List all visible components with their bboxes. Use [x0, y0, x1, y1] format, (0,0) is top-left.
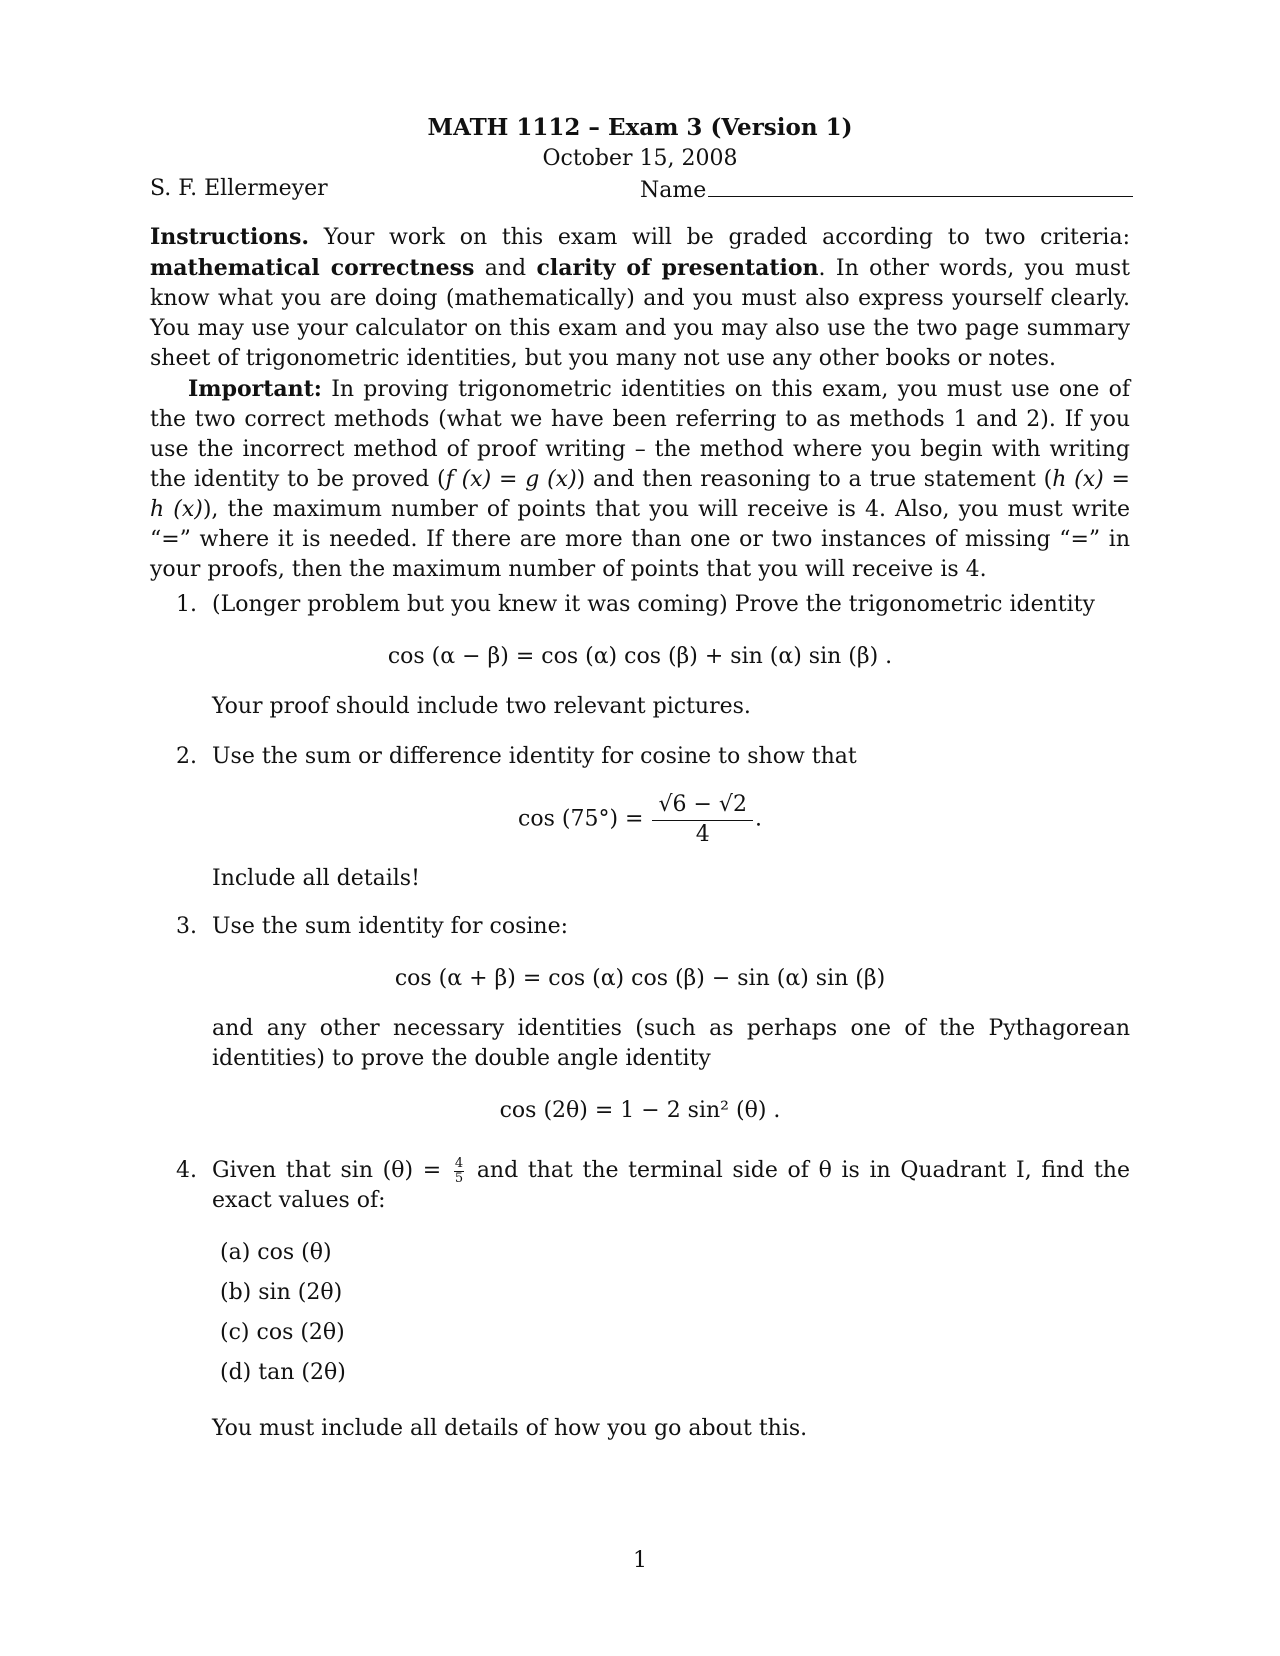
problem-4-text-1: Given that sin (θ) = — [212, 1158, 442, 1183]
problem-4-number: 4. — [176, 1158, 197, 1183]
important-label: Important: — [188, 376, 322, 402]
important-text-1: In proving trigonometric identities on this exam, you must use one of the two correct methods (what we have been referring to as methods 1 and 2). If you use the incorrect method of proof writing – the method where you begin with writing the identity to be proved ( — [150, 377, 1130, 492]
problem-2-number: 2. — [176, 744, 197, 769]
problem-4-part-b — [220, 1278, 342, 1308]
problem-4-fraction — [454, 1157, 464, 1186]
problem-4-fraction-numerator: 4 — [454, 1155, 464, 1171]
problem-3-text-2: and any other necessary identities (such as perhaps one of the Pythagorean identities) to prove the double angle identity — [212, 1016, 1130, 1071]
part-expression: tan (2θ) — [258, 1360, 346, 1385]
problem-2-fraction-denominator: 4 — [695, 822, 710, 847]
part-expression: cos (θ) — [257, 1240, 332, 1265]
instructions-text-3: . In other words, you must know what you are doing (mathematically) and you must also express yourself clearly. You may use your calculator on this exam and you may also use the two page summary sheet of trigonometric identities, but you many not use any other books or notes. — [150, 256, 1130, 371]
problem-4-fraction-denominator: 5 — [454, 1170, 464, 1186]
problem-3-equation-2: cos (2θ) = 1 − 2 sin² (θ) . — [499, 1098, 781, 1123]
problem-4-text-2: and that the terminal side of θ is in Quadrant I, find the exact values of: — [212, 1158, 1131, 1213]
part-label: (c) — [220, 1320, 250, 1345]
problem-1-text: (Longer problem but you knew it was coming) Prove the trigonometric identity — [212, 592, 1095, 617]
name-field — [640, 174, 1133, 206]
problem-3-equation-1: cos (α + β) = cos (α) cos (β) − sin (α) sin (β) — [394, 966, 886, 991]
author-name: S. F. Ellermeyer — [150, 176, 328, 201]
problem-4-text — [212, 1156, 1130, 1216]
instructions-paragraph — [150, 222, 1130, 585]
problem-2-text: Use the sum or difference identity for cosine to show that — [212, 744, 857, 769]
part-expression: cos (2θ) — [256, 1320, 345, 1345]
problem-3-number: 3. — [176, 914, 197, 939]
problem-1-note: Your proof should include two relevant pictures. — [212, 694, 751, 719]
problem-1-equation: cos (α − β) = cos (α) cos (β) + sin (α) sin (β) . — [387, 644, 893, 669]
important-eq-1: f (x) = g (x) — [445, 467, 577, 492]
exam-title: MATH 1112 – Exam 3 (Version 1) — [427, 114, 853, 141]
problem-4-part-c — [220, 1318, 345, 1348]
problem-2-fraction — [652, 790, 752, 849]
problem-2-equation — [0, 790, 1280, 849]
exam-date: October 15, 2008 — [542, 146, 738, 171]
part-label: (a) — [220, 1240, 251, 1265]
problem-2-eq-end: . — [754, 806, 762, 832]
part-expression: sin (2θ) — [258, 1280, 343, 1305]
problem-4-part-d — [220, 1358, 346, 1388]
name-label: Name — [640, 178, 707, 203]
problem-2-eq-lhs: cos (75°) = — [518, 806, 644, 832]
problem-4-part-a — [220, 1238, 332, 1268]
part-label: (d) — [220, 1360, 252, 1385]
name-line — [708, 174, 1133, 197]
important-text-3: ), the maximum number of points that you will receive is 4. Also, you must write “=” where it is needed. If there are more than one or two instances of missing “=” in your proofs, then the maximum number of points that you will receive is 4. — [150, 497, 1130, 582]
instructions-bold-1: mathematical correctness — [150, 255, 475, 281]
instructions-text-2: and — [484, 256, 527, 281]
part-label: (b) — [220, 1280, 252, 1305]
instructions-label: Instructions. — [150, 224, 310, 250]
important-eq-2: h (x) = h (x) — [150, 467, 1130, 522]
problem-3-text: Use the sum identity for cosine: — [212, 914, 569, 939]
important-paragraph — [150, 374, 1130, 585]
problem-1-number: 1. — [176, 592, 197, 617]
instructions-bold-2: clarity of presentation — [536, 255, 819, 281]
important-text-2: ) and then reasoning to a true statement ( — [576, 467, 1053, 492]
problem-2-fraction-numerator: √6 − √2 — [652, 790, 752, 821]
instructions-text-1: Your work on this exam will be graded according to two criteria: — [323, 225, 1131, 250]
problem-4-note: You must include all details of how you go about this. — [212, 1416, 808, 1441]
page-number: 1 — [633, 1548, 647, 1573]
problem-2-note: Include all details! — [212, 866, 420, 891]
